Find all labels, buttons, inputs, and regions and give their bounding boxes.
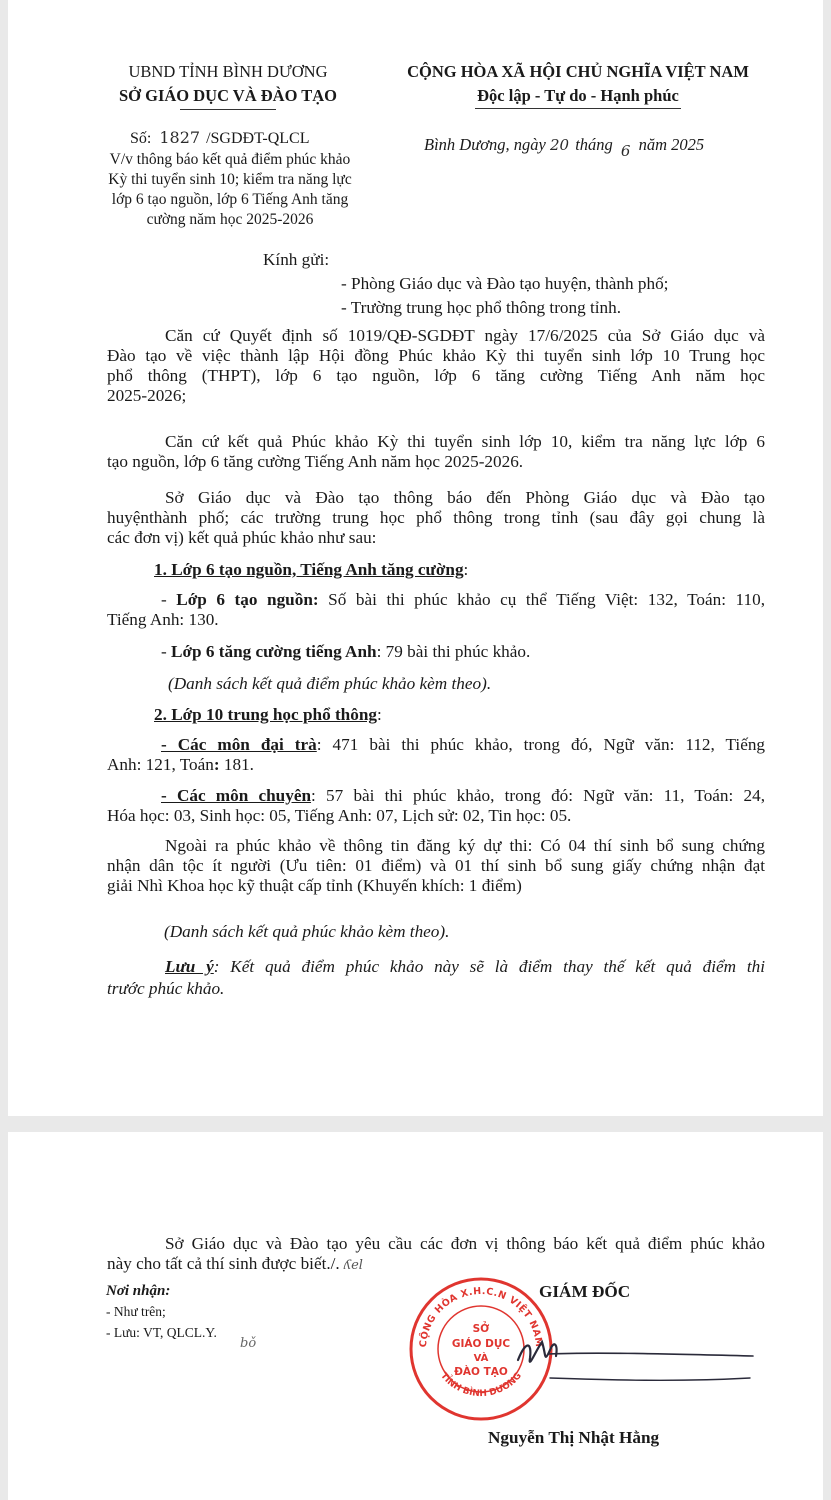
document-number: Số: 1827 /SGDĐT-QLCL [130,128,310,147]
document-date: Bình Dương, ngày 20 tháng 6 năm 2025 [424,135,705,160]
stamp-center-line: GIÁO DỤC [451,1338,511,1350]
section-2-item-2: - Các môn chuyên: 57 bài thi phúc khảo, trong đó: Ngữ văn: 11, Toán: 24, Hóa học: 03, Sinh học: 05, Tiếng Anh: 07, Lịch sử: 02, Tin học: 05. [107,786,765,825]
closing-paragraph: Sở Giáo dục và Đào tạo yêu cầu các đơn vị thông báo kết quả điểm phúc khảo này cho tất cả thí sinh được biết./. ʎel [107,1234,765,1273]
document-subject: V/v thông báo kết quả điểm phúc khảo Kỳ thi tuyển sinh 10; kiểm tra năng lực lớp 6 tạo nguồn, lớp 6 Tiếng Anh tăng cường năm học 2025-2026 [108,151,352,228]
stamp-ring-text: CỘNG HÒA X.H.C.N VIỆT NAM [417,1285,545,1348]
stamp-center-line: VÀ [473,1353,489,1364]
section-2-note: (Danh sách kết quả phúc khảo kèm theo). [164,922,450,941]
recipients-list-label: Nơi nhận: [106,1283,171,1299]
director-signature [508,1320,758,1400]
national-motto: Độc lập - Tự do - Hạnh phúc [477,86,679,105]
section-1-note: (Danh sách kết quả điểm phúc khảo kèm theo). [168,674,492,693]
recipients-label: Kính gửi: [263,250,330,269]
national-title: CỘNG HÒA XÃ HỘI CHỦ NGHĨA VIỆT NAM [407,62,749,81]
recipients-list-item: - Lưu: VT, QLCL.Y. [106,1325,217,1340]
document-page-1 [8,0,823,1116]
recipient-item: - Phòng Giáo dục và Đào tạo huyện, thành phố; [341,274,669,293]
paragraph-legal-basis-2: Căn cứ kết quả Phúc khảo Kỳ thi tuyển sinh lớp 10, kiểm tra năng lực lớp 6 tạo nguồn, lớp 6 tăng cường Tiếng Anh năm học 2025-2026. [107,432,765,471]
important-note: Lưu ý: Kết quả điểm phúc khảo này sẽ là điểm thay thế kết quả điểm thi trước phúc khảo. [107,957,766,998]
section-1-item-2: - Lớp 6 tăng cường tiếng Anh: 79 bài thi phúc khảo. [161,642,531,661]
recipient-item: - Trường trung học phổ thông trong tỉnh. [341,298,622,317]
stamp-ring-bottom: TỈNH BÌNH DƯƠNG [438,1371,524,1400]
agency-name: SỞ GIÁO DỤC VÀ ĐÀO TẠO [118,86,338,105]
recipients-list-item: - Như trên; [106,1304,166,1319]
motto-underline [475,108,681,109]
agency-parent: UBND TỈNH BÌNH DƯƠNG [128,62,328,81]
initials-mark: bǒ [240,1336,257,1351]
section-2-title: 2. Lớp 10 trung học phổ thông: [154,705,382,724]
stamp-center-line: SỞ [472,1323,490,1335]
paragraph-legal-basis-1: Căn cứ Quyết định số 1019/QĐ-SGDĐT ngày 17/6/2025 của Sở Giáo dục và Đào tạo về việc thành lập Hội đồng Phúc khảo Kỳ thi tuyển sinh lớp 10 Trung học phổ thông (THPT), lớp 6 tạo nguồn, lớp 6 tăng cường Tiếng Anh năm học 2025-2026; [107,326,765,405]
agency-underline [180,109,276,110]
document-page-2 [8,1132,823,1500]
paragraph-registration-review: Ngoài ra phúc khảo về thông tin đăng ký dự thi: Có 04 thí sinh bổ sung chứng nhận dân tộc ít người (Ưu tiên: 01 điểm) và 01 thí sinh bổ sung giấy chứng nhận đạt giải Nhì Khoa học kỹ thuật cấp tỉnh (Khuyến khích: 1 điểm) [107,836,765,895]
paragraph-announcement: Sở Giáo dục và Đào tạo thông báo đến Phòng Giáo dục và Đào tạo huyệnthành phố; các trường trung học phổ thông trong tỉnh (sau đây gọi chung là các đơn vị) kết quả phúc khảo như sau: [107,488,765,547]
section-1-item-1: - Lớp 6 tạo nguồn: Số bài thi phúc khảo cụ thể Tiếng Việt: 132, Toán: 110, Tiếng Anh: 130. [107,590,765,629]
stamp-center-line: ĐÀO TẠO [454,1366,508,1378]
section-2-item-1: - Các môn đại trà: 471 bài thi phúc khảo, trong đó, Ngữ văn: 112, Tiếng Anh: 121, Toán: 181. [107,735,766,774]
section-1-title: 1. Lớp 6 tạo nguồn, Tiếng Anh tăng cường: [154,560,469,579]
signer-name: Nguyễn Thị Nhật Hằng [488,1428,660,1447]
signer-position: GIÁM ĐỐC [539,1282,631,1301]
